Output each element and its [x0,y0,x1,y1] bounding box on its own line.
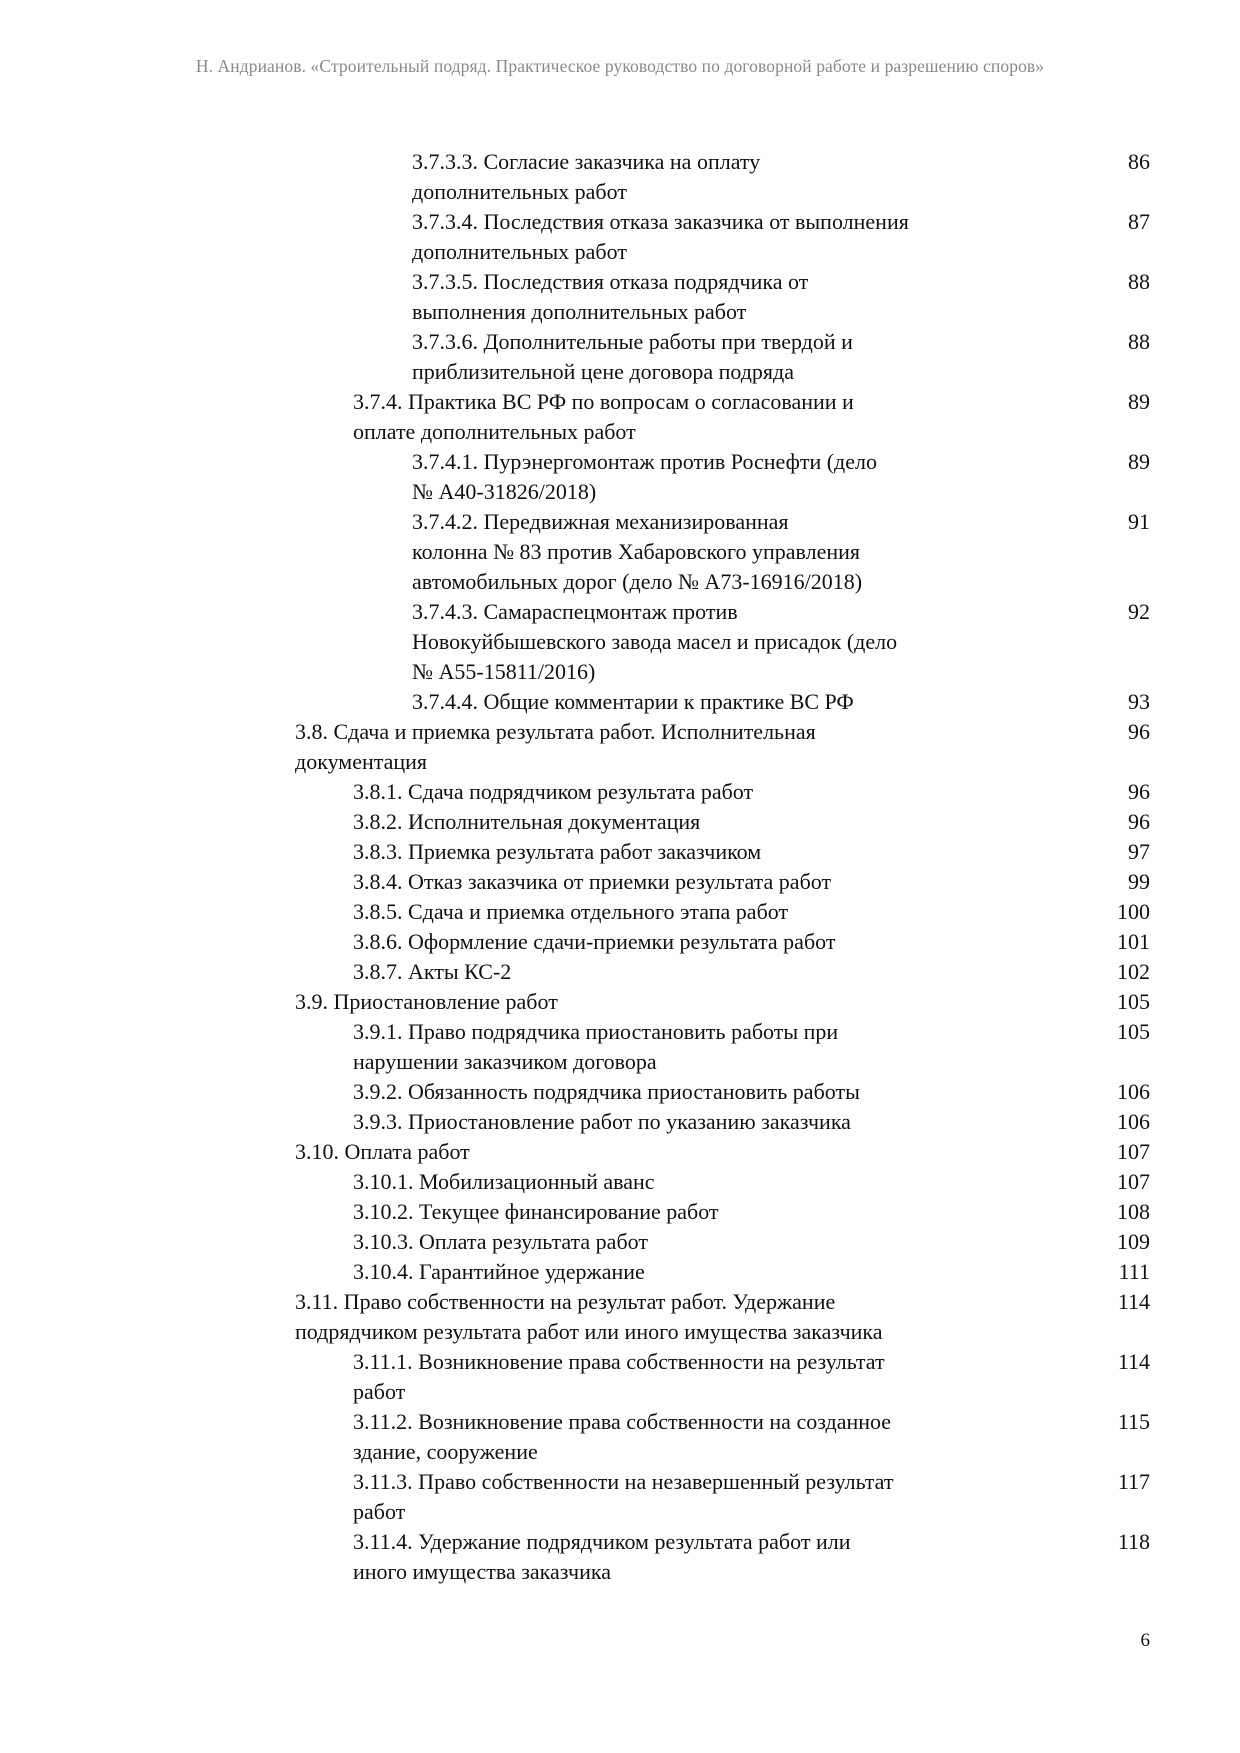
toc-entry-title [353,1167,953,1197]
toc-entry-title-line: № А55-15811/2016) [412,659,596,684]
toc-entry[interactable] [295,1407,1150,1467]
toc-entry-page: 106 [1117,1079,1150,1104]
toc-entry-title [353,837,953,867]
toc-entry-title [353,777,953,807]
toc-entry[interactable] [295,387,1150,447]
toc-entry[interactable] [295,1107,1150,1137]
toc-entry-title-line: оплате дополнительных работ [353,419,636,444]
toc-entry[interactable] [295,837,1150,867]
toc-entry-title-line: 3.11.2. Возникновение права собственности на созданное [353,1409,892,1434]
toc-entry-page: 88 [1128,269,1150,294]
toc-entry-page: 86 [1128,149,1150,174]
toc-entry-title-line: 3.7.4. Практика ВС РФ по вопросам о согласовании и [353,389,854,414]
toc-entry-title-line: нарушении заказчиком договора [353,1049,657,1074]
toc-entry-title [412,507,972,597]
toc-entry-title-line: 3.9.1. Право подрядчика приостановить работы при [353,1019,839,1044]
toc-entry-page: 89 [1128,449,1150,474]
toc-entry-title [353,1527,953,1587]
toc-entry-title [353,867,953,897]
toc-entry-page: 96 [1128,779,1150,804]
toc-entry[interactable] [295,807,1150,837]
toc-entry-title-line: 3.8.2. Исполнительная документация [353,809,701,834]
toc-entry-title [412,267,972,327]
toc-entry-title [412,147,972,207]
toc-entry-title-line: работ [353,1499,406,1524]
toc-entry[interactable] [295,1257,1150,1287]
toc-entry-title [353,1467,953,1527]
toc-entry-title-line: документация [295,749,428,774]
toc-entry-title-line: 3.11.4. Удержание подрядчиком результата работ или [353,1529,851,1554]
toc-entry-title-line: 3.10.2. Текущее финансирование работ [353,1199,719,1224]
toc-entry[interactable] [295,1287,1150,1347]
toc-entry-page: 107 [1117,1139,1150,1164]
toc-entry-title-line: 3.8. Сдача и приемка результата работ. Исполнительная [295,719,816,744]
toc-entry-title-line: 3.8.3. Приемка результата работ заказчиком [353,839,762,864]
page-number: 6 [1140,1630,1150,1651]
toc-entry-title [353,1257,953,1287]
toc-entry-page: 118 [1117,1529,1150,1554]
toc-entry-title-line: 3.7.3.5. Последствия отказа подрядчика от [412,269,809,294]
toc-entry-title [353,387,953,447]
toc-entry-title [295,987,895,1017]
toc-entry-title-line: подрядчиком результата работ или иного имущества заказчика [295,1319,883,1344]
toc-entry-title-line: 3.7.3.6. Дополнительные работы при твердой и [412,329,853,354]
toc-entry-title [353,897,953,927]
toc-entry-title [412,447,972,507]
toc-entry-page: 96 [1128,719,1150,744]
toc-entry[interactable] [295,927,1150,957]
toc-entry-title-line: приблизительной цене договора подряда [412,359,795,384]
toc-entry-title-line: 3.11. Право собственности на результат работ. Удержание [295,1289,836,1314]
toc-entry-page: 117 [1117,1469,1150,1494]
toc-entry-title-line: 3.9.2. Обязанность подрядчика приостановить работы [353,1079,860,1104]
toc-entry[interactable] [295,1227,1150,1257]
running-header: Н. Андрианов. «Строительный подряд. Практическое руководство по договорной работе и разрешению споров» [195,56,1045,76]
toc-entry[interactable] [295,957,1150,987]
toc-entry-title-line: 3.10.4. Гарантийное удержание [353,1259,645,1284]
toc-entry[interactable] [295,447,1150,507]
toc-entry-title [295,1287,895,1347]
toc-entry-title [353,1017,953,1077]
toc-entry-title-line: дополнительных работ [412,239,627,264]
toc-entry-title-line: 3.10.1. Мобилизационный аванс [353,1169,655,1194]
toc-entry-title [353,807,953,837]
toc-entry-title-line: 3.7.4.2. Передвижная механизированная [412,509,789,534]
toc-entry[interactable] [295,1347,1150,1407]
toc-entry[interactable] [295,267,1150,327]
toc-entry-page: 96 [1128,809,1150,834]
toc-entry[interactable] [295,687,1150,717]
toc-entry-title-line: Новокуйбышевского завода масел и присадок (дело [412,629,898,654]
toc-entry-page: 115 [1117,1409,1150,1434]
toc-entry[interactable] [295,987,1150,1017]
toc-entry[interactable] [295,147,1150,207]
toc-entry-title-line: 3.8.6. Оформление сдачи-приемки результата работ [353,929,836,954]
toc-entry-page: 106 [1117,1109,1150,1134]
toc-entry-page: 102 [1117,959,1150,984]
toc-entry-title [353,1227,953,1257]
toc-entry-title-line: 3.8.5. Сдача и приемка отдельного этапа работ [353,899,789,924]
toc-entry[interactable] [295,897,1150,927]
toc-entry-title [353,1107,953,1137]
toc-entry-title-line: 3.7.3.4. Последствия отказа заказчика от выполнения [412,209,909,234]
toc-entry-page: 114 [1117,1289,1150,1314]
toc-entry-page: 101 [1117,929,1150,954]
toc-entry-title [412,597,972,687]
toc-entry[interactable] [295,717,1150,777]
toc-entry-page: 89 [1128,389,1150,414]
toc-entry-title-line: автомобильных дорог (дело № А73-16916/2018) [412,569,863,594]
toc-entry-page: 109 [1117,1229,1150,1254]
toc-entry-title-line: иного имущества заказчика [353,1559,611,1584]
toc-entry-page: 88 [1128,329,1150,354]
toc-entry[interactable] [295,507,1150,597]
toc-entry-title-line: 3.8.7. Акты КС-2 [353,959,512,984]
toc-entry-title [353,957,953,987]
toc-entry-title [295,1137,895,1167]
toc-entry-title-line: 3.9.3. Приостановление работ по указанию заказчика [353,1109,851,1134]
toc-entry-page: 114 [1117,1349,1150,1374]
toc-entry-page: 105 [1117,989,1150,1014]
toc-entry-title [412,327,972,387]
toc-entry-title [353,1077,953,1107]
toc-entry-title-line: колонна № 83 против Хабаровского управления [412,539,861,564]
toc-entry[interactable] [295,1467,1150,1527]
toc-entry-title-line: 3.10.3. Оплата результата работ [353,1229,648,1254]
toc-entry-page: 100 [1117,899,1150,924]
toc-entry[interactable] [295,867,1150,897]
toc-entry-title-line: 3.10. Оплата работ [295,1139,470,1164]
toc-entry-title-line: 3.8.1. Сдача подрядчиком результата работ [353,779,754,804]
toc-entry[interactable] [295,597,1150,687]
toc-entry[interactable] [295,1137,1150,1167]
toc-entry-title-line: работ [353,1379,406,1404]
toc-entry-title [353,1197,953,1227]
toc-entry[interactable] [295,777,1150,807]
toc-entry-page: 92 [1128,599,1150,624]
toc-entry-title-line: 3.9. Приостановление работ [295,989,558,1014]
toc-entry-page: 99 [1128,869,1150,894]
toc-entry-title [412,207,972,267]
toc-entry-page: 107 [1117,1169,1150,1194]
toc-entry[interactable] [295,1017,1150,1077]
toc-entry-page: 111 [1118,1259,1150,1284]
toc-entry[interactable] [295,207,1150,267]
toc-entry[interactable] [295,327,1150,387]
toc-entry[interactable] [295,1527,1150,1587]
toc-entry-title-line: 3.7.4.1. Пурэнергомонтаж против Роснефти (дело [412,449,877,474]
toc-entry-title-line: 3.7.3.3. Согласие заказчика на оплату [412,149,761,174]
toc-entry-title-line: 3.8.4. Отказ заказчика от приемки результата работ [353,869,832,894]
toc-entry-page: 87 [1128,209,1150,234]
toc-entry-title-line: 3.11.1. Возникновение права собственности на результат [353,1349,885,1374]
toc-entry-title-line: 3.7.4.4. Общие комментарии к практике ВС РФ [412,689,854,714]
toc-entry-title-line: № А40-31826/2018) [412,479,597,504]
toc-entry-title-line: здание, сооружение [353,1439,538,1464]
toc-entry-title [353,927,953,957]
toc-entry-title-line: дополнительных работ [412,179,627,204]
toc-entry-title [353,1407,953,1467]
toc-entry-page: 105 [1117,1019,1150,1044]
toc-entry-title-line: выполнения дополнительных работ [412,299,747,324]
toc-entry[interactable] [295,1167,1150,1197]
toc-entry-page: 97 [1128,839,1150,864]
toc-entry-page: 108 [1117,1199,1150,1224]
toc-entry[interactable] [295,1077,1150,1107]
toc-entry-page: 91 [1128,509,1150,534]
toc-entry-title [295,717,895,777]
toc-entry-title [412,687,972,717]
table-of-contents [295,147,1150,1587]
toc-entry-title-line: 3.11.3. Право собственности на незавершенный результат [353,1469,894,1494]
toc-entry-title [353,1347,953,1407]
toc-entry[interactable] [295,1197,1150,1227]
toc-entry-page: 93 [1128,689,1150,714]
toc-entry-title-line: 3.7.4.3. Самараспецмонтаж против [412,599,738,624]
